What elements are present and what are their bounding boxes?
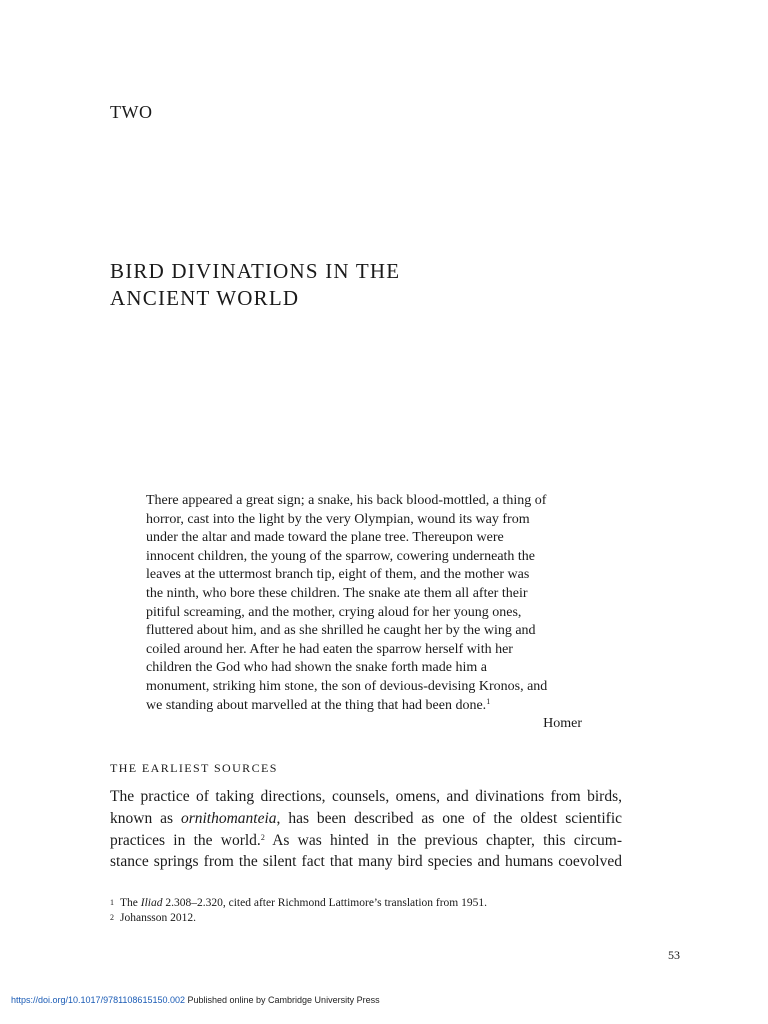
published-online-text: Published online by Cambridge University Press [184, 995, 380, 1005]
epigraph-quote [146, 492, 586, 734]
footnotes [110, 896, 630, 926]
chapter-title-line-1: BIRD DIVINATIONS IN THE [110, 259, 401, 283]
epigraph-line: fluttered about him, and as she shrilled he caught her by the wing and [146, 623, 536, 639]
body-text-segment: known as [110, 809, 181, 827]
epigraph-line: children the God who had shown the snake forth made him a [146, 660, 487, 676]
epigraph-attribution: Homer [543, 716, 582, 732]
page-number: 53 [668, 948, 680, 962]
body-paragraph [110, 786, 622, 873]
epigraph-line: monument, striking him stone, the son of devious-devising Kronos, and [146, 678, 548, 694]
epigraph-line: pitiful screaming, and the mother, crying aloud for her young ones, [146, 604, 522, 620]
footnote-text: Johansson 2012. [120, 912, 197, 924]
body-line-1: The practice of taking directions, counsels, omens, and divinations from birds, [110, 788, 622, 805]
footnote-text: 2.308–2.320, cited after Richmond Lattimore’s translation from 1951. [162, 897, 487, 909]
body-line-4: stance springs from the silent fact that many bird species and humans coevolved [110, 853, 622, 871]
section-heading: THE EARLIEST SOURCES [110, 761, 278, 775]
footnote-2 [110, 911, 630, 926]
footnote-reference-2[interactable]: 2 [260, 832, 265, 842]
body-text-segment: practices in the world. [110, 831, 261, 849]
chapter-number: TWO [110, 102, 153, 122]
epigraph-line: leaves at the uttermost branch tip, eight of them, and the mother was [146, 567, 530, 583]
publication-footer [11, 994, 380, 1006]
body-text-segment: , this circum- [531, 831, 622, 849]
epigraph-line-text: we standing about marvelled at the thing that had been done. [146, 697, 487, 713]
footnote-italic-title: Iliad [140, 897, 163, 909]
body-line-3 [110, 830, 622, 852]
epigraph-line: There appeared a great sign; a snake, his back blood-mottled, a thing of [146, 493, 547, 508]
footnote-reference-1[interactable]: 1 [486, 696, 491, 706]
body-line-2 [110, 808, 622, 830]
footnote-number: 1 [110, 898, 114, 907]
epigraph-line: the ninth, who bore these children. The snake ate them all after their [146, 585, 528, 601]
footnote-number: 2 [110, 913, 114, 922]
chapter-title [110, 258, 400, 312]
body-text-segment: , has been described as one of the oldest scientific [276, 809, 622, 827]
epigraph-line: coiled around her. After he had eaten the sparrow herself with her [146, 641, 513, 657]
footnote-1 [110, 896, 630, 911]
doi-link[interactable]: https://doi.org/10.1017/9781108615150.002 [11, 995, 185, 1005]
term-ornithomanteia: ornithomanteia [180, 809, 277, 827]
previous-chapter-link[interactable]: previous chapter [424, 831, 532, 849]
epigraph-line: horror, cast into the light by the very Olympian, wound its way from [146, 511, 530, 527]
body-text-segment: As was hinted in the [264, 831, 425, 849]
footnote-text: The [120, 897, 141, 909]
epigraph-line: under the altar and made toward the plane tree. Thereupon were [146, 530, 504, 546]
epigraph-line-last [146, 697, 586, 716]
epigraph-line: innocent children, the young of the sparrow, cowering underneath the [146, 548, 536, 564]
chapter-title-line-2: ANCIENT WORLD [110, 286, 300, 310]
